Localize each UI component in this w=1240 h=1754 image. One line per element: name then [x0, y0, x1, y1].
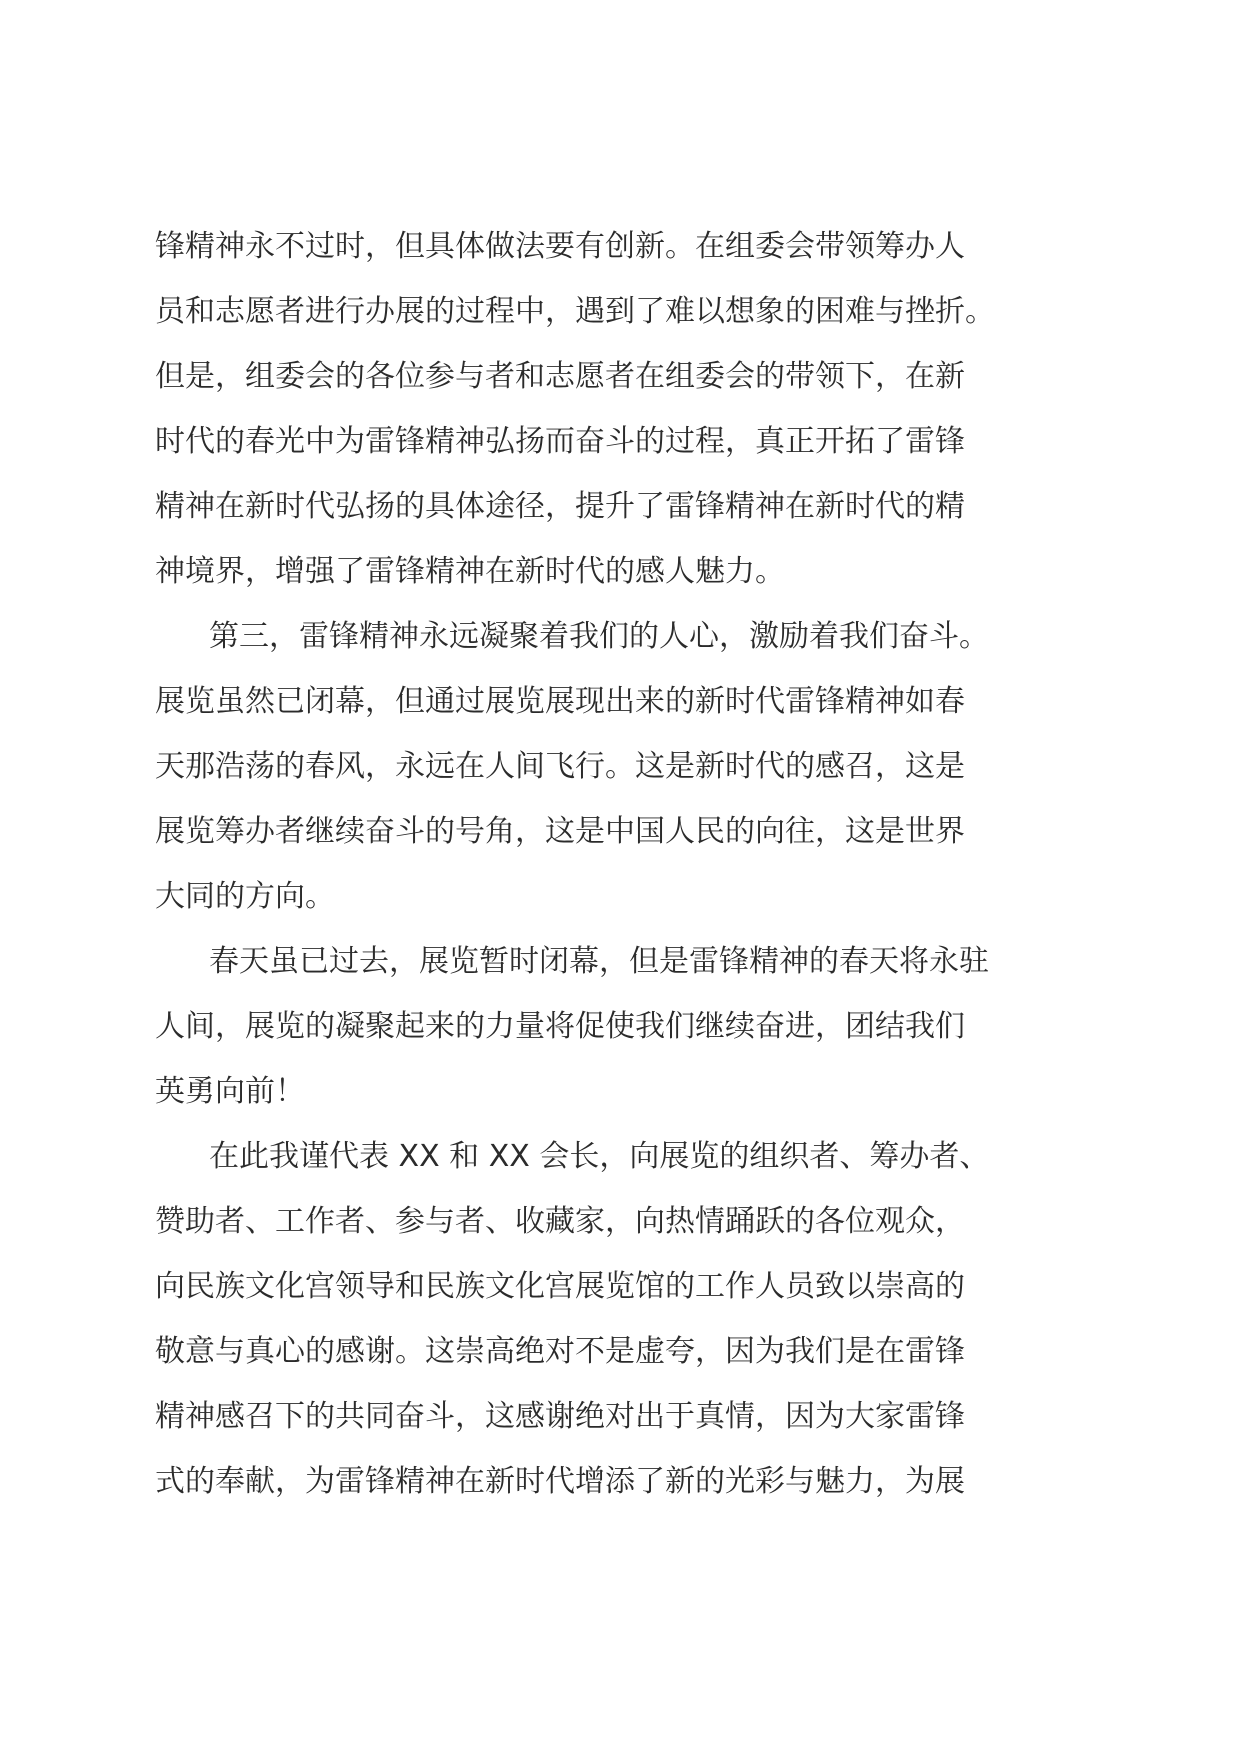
text-line-7: 第三，雷锋精神永远凝聚着我们的人心，激励着我们奋斗。 — [209, 619, 989, 654]
text-line-8: 展览虽然已闭幕，但通过展览展现出来的新时代雷锋精神如春 — [155, 684, 965, 719]
text-line-5: 精神在新时代弘扬的具体途径，提升了雷锋精神在新时代的精 — [155, 489, 965, 524]
text-line-18: 敬意与真心的感谢。这崇高绝对不是虚夸，因为我们是在雷锋 — [155, 1334, 965, 1369]
text-line-13: 人间，展览的凝聚起来的力量将促使我们继续奋进，团结我们 — [155, 1009, 965, 1044]
text-line-17: 向民族文化宫领导和民族文化宫展览馆的工作人员致以崇高的 — [155, 1269, 965, 1304]
text-line-20: 式的奉献，为雷锋精神在新时代增添了新的光彩与魅力，为展 — [155, 1464, 965, 1499]
text-line-19: 精神感召下的共同奋斗，这感谢绝对出于真情，因为大家雷锋 — [155, 1399, 965, 1434]
text-line-3: 但是，组委会的各位参与者和志愿者在组委会的带领下，在新 — [155, 359, 965, 394]
text-line-16: 赞助者、工作者、参与者、收藏家，向热情踊跃的各位观众， — [155, 1204, 965, 1239]
text-line-4: 时代的春光中为雷锋精神弘扬而奋斗的过程，真正开拓了雷锋 — [155, 424, 965, 459]
text-line-15: 在此我谨代表 XX 和 XX 会长，向展览的组织者、筹办者、 — [209, 1139, 990, 1174]
text-line-10: 展览筹办者继续奋斗的号角，这是中国人民的向往，这是世界 — [155, 814, 965, 849]
text-line-12: 春天虽已过去，展览暂时闭幕，但是雷锋精神的春天将永驻 — [209, 944, 989, 979]
text-line-11: 大同的方向。 — [155, 879, 335, 914]
text-line-2: 员和志愿者进行办展的过程中，遇到了难以想象的困难与挫折。 — [155, 294, 995, 329]
text-line-14: 英勇向前！ — [155, 1074, 305, 1109]
text-line-6: 神境界，增强了雷锋精神在新时代的感人魅力。 — [155, 554, 785, 589]
text-line-9: 天那浩荡的春风，永远在人间飞行。这是新时代的感召，这是 — [155, 749, 965, 784]
text-line-1: 锋精神永不过时，但具体做法要有创新。在组委会带领筹办人 — [155, 229, 965, 264]
document-body — [155, 214, 1090, 1514]
